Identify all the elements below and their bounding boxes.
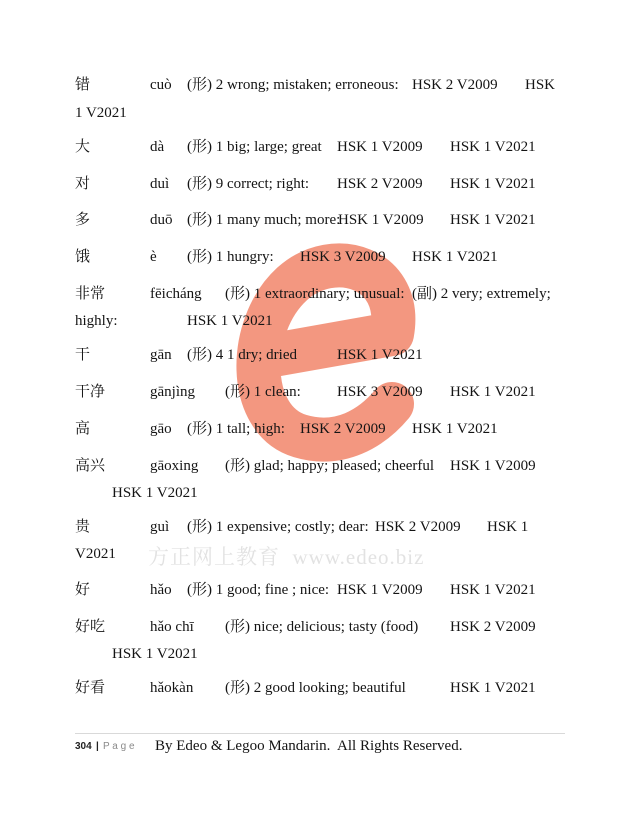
entry-definition: (形) glad; happy; pleased; cheerful [225,458,435,474]
entry-hanzi: 好吃 [75,619,106,635]
entry-hsk-2021: HSK 1 V2021 [337,347,423,363]
entry-hsk-2021-continued: V2021 [75,546,116,562]
entry-pinyin: fēicháng [150,286,202,302]
entry-hanzi: 贵 [75,519,91,535]
entry-hsk-2021: HSK 1 V2021 [412,249,498,265]
entry-hanzi: 错 [75,77,91,93]
entry-definition: (形) 1 good; fine ; nice: [187,582,330,598]
entry-hsk-2009: HSK 3 V2009 [300,249,386,265]
entry-hanzi: 干 [75,347,91,363]
entry-hanzi: 对 [75,176,91,192]
page-label: P a g e [103,741,135,752]
entry-hsk-2021: HSK 1 [487,519,529,535]
entry-hsk-2009: HSK 2 V2009 [337,176,423,192]
entry-pinyin: gāo [150,421,172,437]
entry-hsk-2021: HSK 1 V2021 [450,139,536,155]
entry-hanzi: 多 [75,212,91,228]
entry-definition: (形) 1 clean: [225,384,301,400]
entry-hanzi: 好看 [75,680,106,696]
entry-hsk-2009: HSK 1 V2009 [450,458,536,474]
entry-pinyin: dà [150,139,165,155]
entry-hsk-2021: HSK 1 V2021 [450,680,536,696]
entry-pinyin: gān [150,347,172,363]
entry-hanzi: 饿 [75,249,91,265]
entry-hsk-2009: HSK 2 V2009 [450,619,536,635]
entry-hanzi: 好 [75,582,91,598]
entry-hsk-2009: HSK 2 V2009 [300,421,386,437]
entry-pinyin: cuò [150,77,172,93]
entry-hsk-2009: HSK 1 V2009 [337,582,423,598]
entry-hanzi: 干净 [75,384,106,400]
entry-pinyin: hǎo chī [150,619,194,635]
footer-separator: | [96,741,99,752]
entry-definition: (形) 1 extraordinary; unusual: (副) 2 very; extremely; [225,286,551,302]
entry-hsk-2009: HSK 2 V2009 [375,519,461,535]
entry-pinyin: gānjìng [150,384,195,400]
entry-hsk-2021-continued: 1 V2021 [75,105,127,121]
entry-hsk-2021: HSK 1 V2021 [450,212,536,228]
entry-definition: (形) 1 hungry: [187,249,274,265]
entry-pinyin: gāoxing [150,458,199,474]
entry-pinyin: hǎo [150,582,172,598]
entry-definition: (形) 2 good looking; beautiful [225,680,406,696]
entry-definition: (形) 4 1 dry; dried [187,347,297,363]
entry-hanzi: 非常 [75,286,106,302]
entry-hanzi: 大 [75,139,91,155]
entry-hsk-2021: HSK 1 V2021 [450,176,536,192]
entry-hsk-2021: HSK 1 V2021 [450,582,536,598]
entry-hsk-2009: HSK 2 V2009 [412,77,498,93]
copyright-notice: By Edeo & Legoo Mandarin. All Rights Reserved. [155,738,463,754]
watermark-text: 方正网上教育 www.edeo.biz [148,545,425,569]
entry-pinyin: duì [150,176,170,192]
entry-hanzi: 高 [75,421,91,437]
entry-hanzi: 高兴 [75,458,106,474]
entry-hsk-2021: HSK 1 V2021 [412,421,498,437]
entry-hsk-2021: HSK 1 V2021 [450,384,536,400]
entry-hsk-2021: HSK 1 V2021 [187,313,273,329]
entry-hsk-2009: HSK 1 V2009 [338,212,424,228]
entry-pinyin: è [150,249,157,265]
entry-definition: (形) 1 many much; more: [187,212,341,228]
entry-definition-continued: highly: [75,313,118,329]
entry-hsk-2021: HSK 1 V2021 [112,646,198,662]
entry-hsk-2021: HSK 1 V2021 [112,485,198,501]
entry-definition: (形) 1 big; large; great [187,139,322,155]
entry-definition: (形) nice; delicious; tasty (food) [225,619,419,635]
entry-pinyin: hǎokàn [150,680,194,696]
entry-hsk-2009: HSK 3 V2009 [337,384,423,400]
entry-pinyin: guì [150,519,170,535]
page-number: 304 [75,741,92,752]
entry-hsk-2021: HSK [525,77,556,93]
entry-definition: (形) 2 wrong; mistaken; erroneous: [187,77,399,93]
entry-hsk-2009: HSK 1 V2009 [337,139,423,155]
entry-definition: (形) 1 expensive; costly; dear: [187,519,369,535]
entry-definition: (形) 1 tall; high: [187,421,285,437]
entry-definition: (形) 9 correct; right: [187,176,310,192]
entry-pinyin: duō [150,212,173,228]
